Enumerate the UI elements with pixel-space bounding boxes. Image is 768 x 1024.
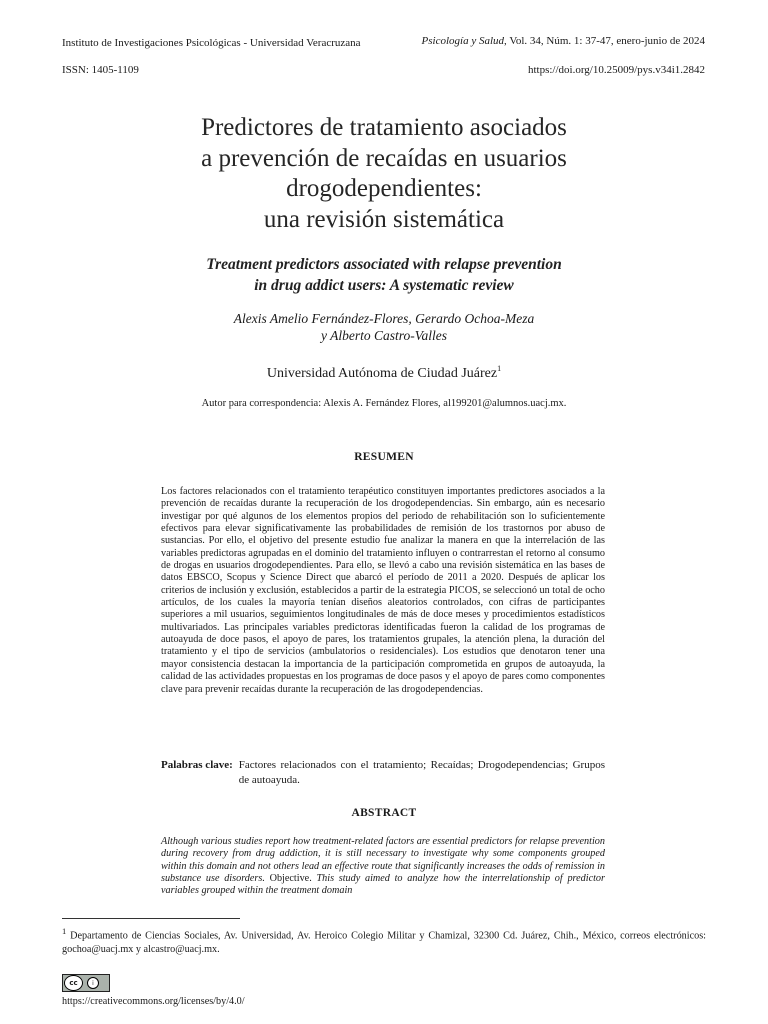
authors-line: y Alberto Castro-Valles xyxy=(321,328,447,343)
title-en-line: in drug addict users: A systematic review xyxy=(254,277,514,294)
abstract-heading: ABSTRACT xyxy=(351,807,417,819)
affiliation xyxy=(0,360,768,383)
affiliation-name: Universidad Autónoma de Ciudad Juárez xyxy=(266,366,498,381)
affiliation-mark: 1 xyxy=(497,364,502,373)
keywords-text: Factores relacionados con el tratamiento; Recaídas; Drogodependencias; Grupos de autoayuda. xyxy=(238,759,605,786)
title-line: a prevención de recaídas en usuarios xyxy=(201,144,567,172)
header-issn: ISSN: 1405-1109 xyxy=(62,64,139,76)
abstract-text-before: Although various studies report how treatment-related factors are essential predictors for relapse prevention during recovery from drug addiction, it is still necessary to investigate why some components grouped within this domain and not others lead an effective route that significantly increases the odds of remission in substance use disorders. xyxy=(161,836,605,885)
resumen-heading: RESUMEN xyxy=(354,451,414,463)
footnote xyxy=(62,925,706,956)
keywords xyxy=(161,758,605,788)
journal-name: Psicología y Salud xyxy=(421,35,505,47)
title-line: una revisión sistemática xyxy=(263,205,505,233)
footnote-mark: 1 xyxy=(62,926,67,936)
cc-logo-icon: cc xyxy=(64,975,83,991)
header-citation xyxy=(422,34,705,48)
title-en-line: Treatment predictors associated with relapse prevention xyxy=(206,256,562,273)
keywords-label: Palabras clave: xyxy=(161,759,233,771)
title-spanish xyxy=(0,113,768,235)
journal-citation: , Vol. 34, Núm. 1: 37-47, enero-junio de 2024 xyxy=(504,35,705,47)
resumen-text: Los factores relacionados con el tratamiento terapéutico constituyen importantes predictores asociados a la prevención de recaídas durante la recuperación de los drogodependencias. Sin embargo, aún es necesario investigar por qué algunos de los elementos propios del periodo de rehabilitación son lo suficientemente efectivos para elevar significativamente las probabilidades de remisión de los trastornos por abuso de sustancias. Por ello, el objetivo del presente estudio fue analizar la manera en que la interrelación de las variables predictoras agrupadas en el dominio del tratamiento influyen o contrarrestan el retorno al consumo de drogas en usuarios drogodependientes. Para ello, se llevó a cabo una revisión sistemática en las bases de datos EBSCO, Scopus y Science Direct que abarcó el período de 2011 a 2020. Después de aplicar los criterios de inclusión y exclusión, establecidos a partir de la estrategia PICOS, se seleccionó un total de ocho artículos, de los cuales la mayoría tenían diseños aleatorios controlados, con cifras de participantes superiores a mil usuarios, seguimientos longitudinales de más de doce meses y procedimientos estadísticos multivariados. Las principales variables predictoras identificadas fueron la calidad de los programas de autoayuda de doce pasos, el apoyo de pares, los tratamientos grupales, la atención plena, la duración del tratamiento y el tipo de servicios (ambulatorios o residenciales). Los estudios que denotaron tener una mayor consistencia destacan la importancia de la participación comprometida en grupos de autoayuda, la calidad de las actividades propuestas en los programas de doce pasos y el apoyo de pares como componentes clave para prevenir recaídas durante la recuperación de las drogodependencias. xyxy=(161,486,605,695)
header-doi-link[interactable]: https://doi.org/10.25009/pys.v34i1.2842 xyxy=(527,64,705,76)
abstract-text-after: This study aimed to analyze how the interrelationship of predictor variables grouped within the treatment domain xyxy=(161,873,605,897)
authors xyxy=(0,310,768,344)
authors-line: Alexis Amelio Fernández-Flores, Gerardo Ochoa-Meza xyxy=(233,311,535,326)
title-line: Predictores de tratamiento asociados xyxy=(201,114,567,141)
attribution-icon: i xyxy=(87,977,99,989)
abstract-objective-label: Objective. xyxy=(269,873,312,885)
header-institute: Instituto de Investigaciones Psicológicas - Universidad Veracruzana xyxy=(62,37,361,49)
creative-commons-icon[interactable] xyxy=(62,974,110,992)
title-english xyxy=(0,254,768,296)
title-line: drogodependientes: xyxy=(286,175,482,202)
footnote-rule xyxy=(62,918,240,919)
abstract-text xyxy=(161,836,605,898)
correspondence: Autor para correspondencia: Alexis A. Fernández Flores, al199201@alumnos.uacj.mx. xyxy=(201,398,567,409)
license-link[interactable]: https://creativecommons.org/licenses/by/4.0/ xyxy=(62,996,245,1007)
footnote-text: Departamento de Ciencias Sociales, Av. Universidad, Av. Heroico Colegio Militar y Chamizal, 32300 Cd. Juárez, Chih., México, correos electrónicos: gochoa@uacj.mx y alcastro@uacj.mx. xyxy=(62,930,706,955)
